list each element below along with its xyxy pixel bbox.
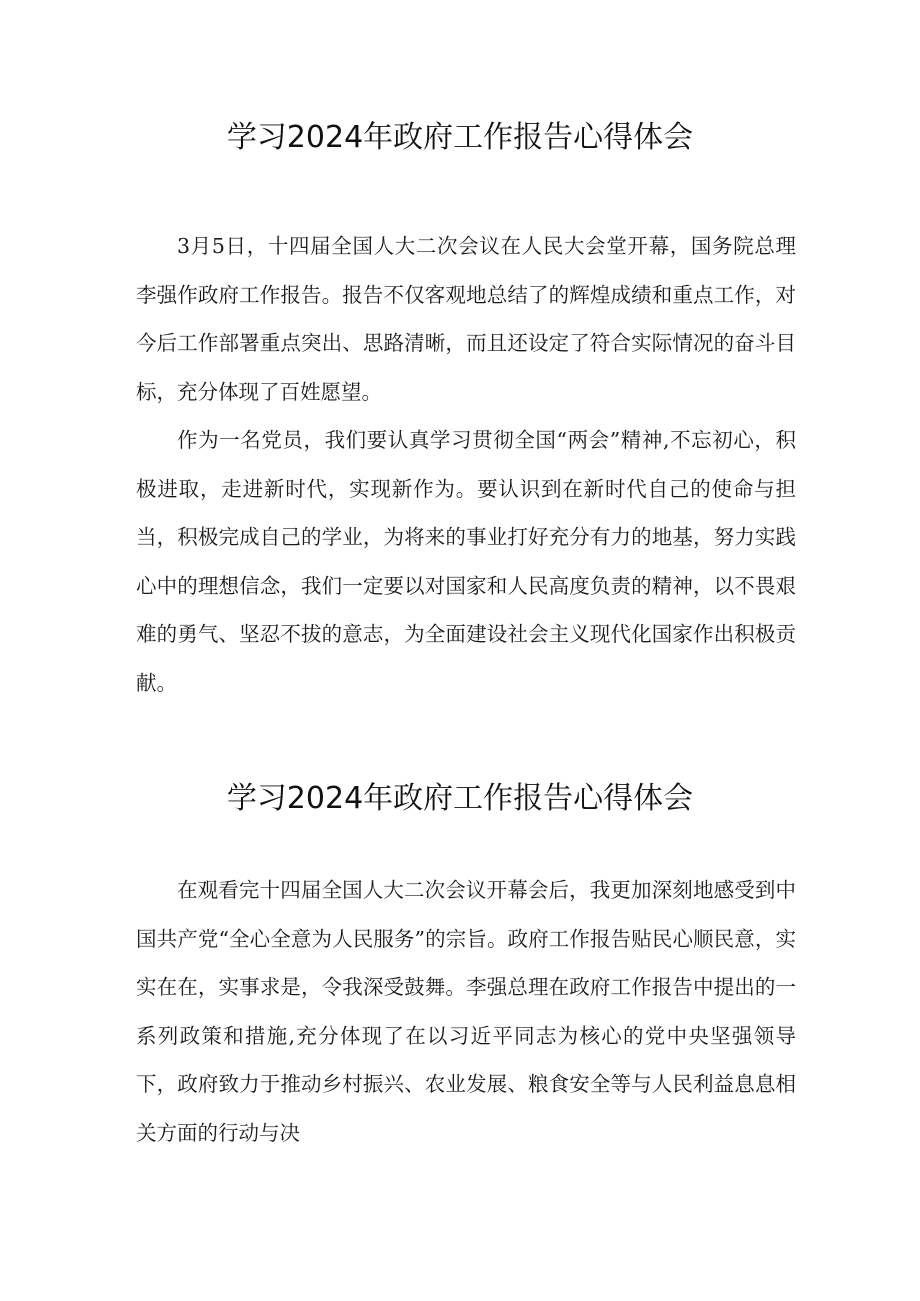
section-2-paragraph-1: 在观看完十四届全国人大二次会议开幕会后，我更加深刻地感受到中国共产党“全心全意为人民服务”的宗旨。政府工作报告贴民心顺民意，实实在在，实事求是，令我深受鼓舞。李强总理在政府工作报告中提出的一系列政策和措施,充分体现了在以习近平同志为核心的党中央坚强领导下，政府致力于推动乡村振兴、农业发展、粮食安全等与人民利益息息相关方面的行动与决 bbox=[136, 878, 796, 1145]
section-1-paragraph-2: 作为一名党员，我们要认真学习贯彻全国“两会”精神,不忘初心，积极进取，走进新时代，实现新作为。要认识到在新时代自己的使命与担当，积极完成自己的学业，为将来的事业打好充分有力的地基，努力实践心中的理想信念，我们一定要以对国家和人民高度负责的精神，以不畏艰难的勇气、坚忍不拔的意志，为全面建设社会主义现代化国家作出积极贡献。 bbox=[136, 428, 796, 695]
section-1-title: 学习2024年政府工作报告心得体会 bbox=[226, 120, 694, 155]
section-1-paragraph-1: 3月5日，十四届全国人大二次会议在人民大会堂开幕，国务院总理李强作政府工作报告。报告不仅客观地总结了的辉煌成绩和重点工作，对今后工作部署重点突出、思路清晰，而且还设定了符合实际情况的奋斗目标，充分体现了百姓愿望。 bbox=[136, 234, 796, 404]
section-2-title: 学习2024年政府工作报告心得体会 bbox=[226, 781, 694, 816]
